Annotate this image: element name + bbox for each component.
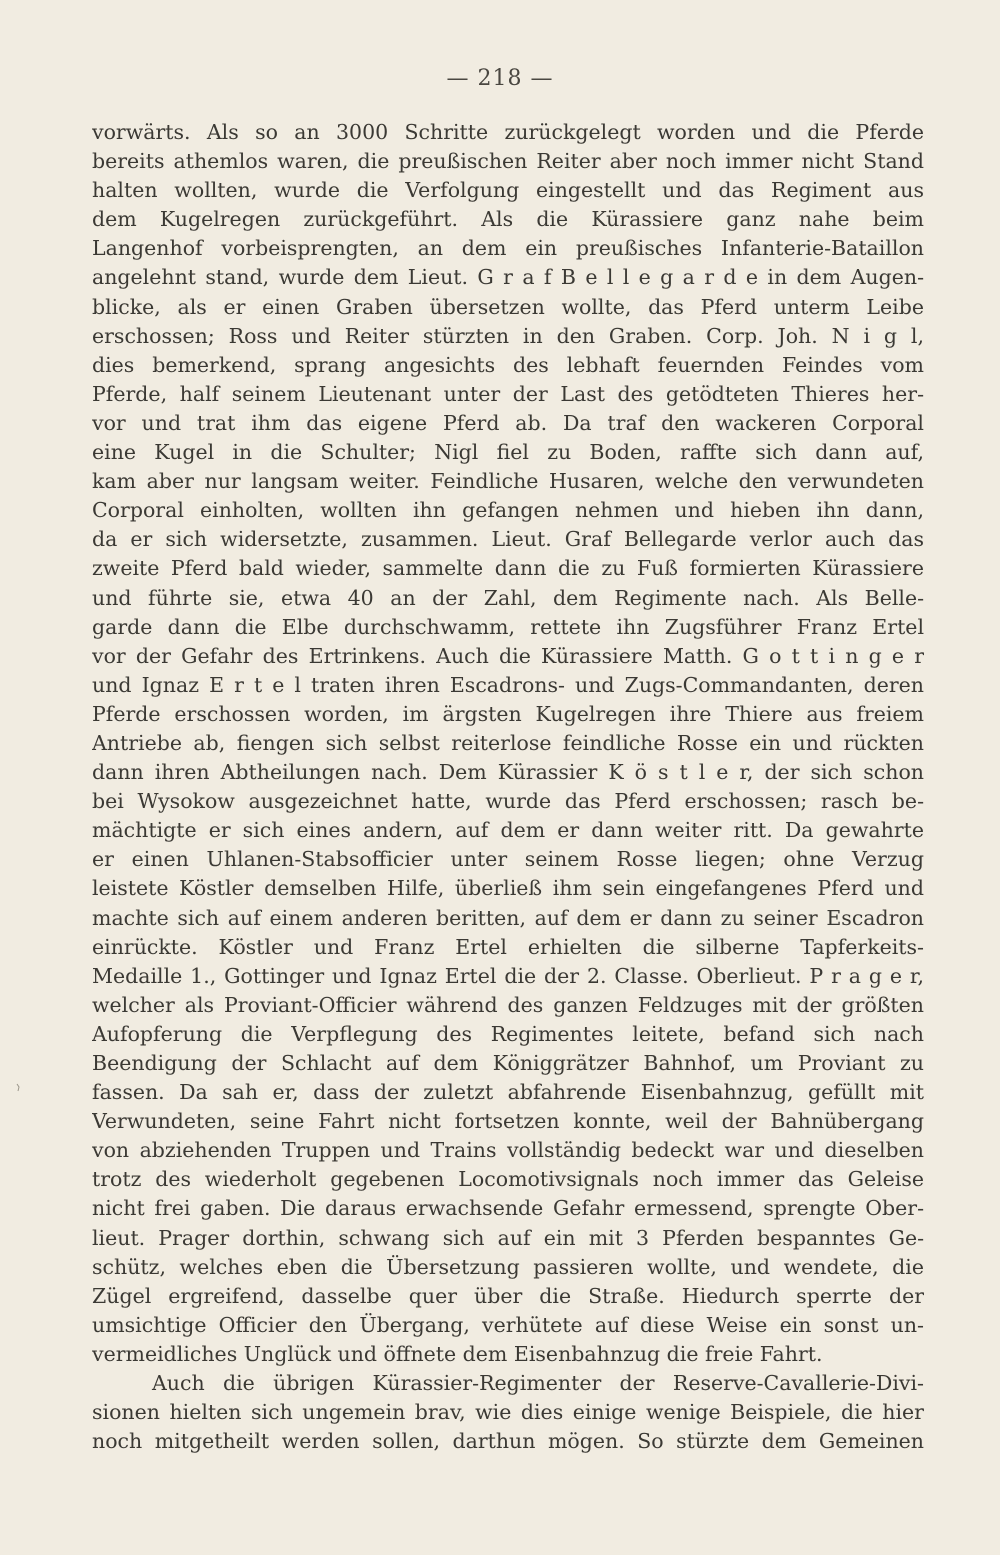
text-line: halten wollten, wurde die Verfolgung eingestellt und das Regiment aus [92,178,924,203]
text-line: vor und trat ihm das eigene Pferd ab. Da traf den wackeren Corporal [92,410,924,435]
text-line: vor der Gefahr des Ertrinkens. Auch die Kürassiere Matth. G o t t i n g e r [92,643,924,668]
text-line: und Ignaz E r t e l traten ihren Escadrons- und Zugs-Commandanten, deren [92,672,924,697]
text-line: Pferde, half seinem Lieutenant unter der Last des getödteten Thieres her- [92,381,924,406]
text-line: kam aber nur langsam weiter. Feindliche Husaren, welche den verwundeten [92,469,924,494]
text-line: Verwundeten, seine Fahrt nicht fortsetzen konnte, weil der Bahnübergang [92,1109,924,1134]
text-line: machte sich auf einem anderen beritten, auf dem er dann zu seiner Escadron [92,905,924,930]
text-line: angelehnt stand, wurde dem Lieut. G r a f B e l l e g a r d e in dem Augen- [92,265,924,290]
text-line: welcher als Proviant-Officier während des ganzen Feldzuges mit der größten [92,992,924,1017]
text-line: einrückte. Köstler und Franz Ertel erhielten die silberne Tapferkeits- [92,934,924,959]
body-text [92,118,924,1456]
text-line: von abziehenden Truppen und Trains vollständig bedeckt war und dieselben [92,1138,924,1163]
text-line: vorwärts. Als so an 3000 Schritte zurückgelegt worden und die Pferde [92,120,924,144]
text-line: und führte sie, etwa 40 an der Zahl, dem Regimente nach. Als Belle- [92,585,924,610]
text-line: Corporal einholten, wollten ihn gefangen nehmen und hieben ihn dann, [92,498,924,523]
scan-speck-icon [16,1083,22,1092]
text-line: dem Kugelregen zurückgeführt. Als die Kürassiere ganz nahe beim [92,207,924,232]
text-line: Beendigung der Schlacht auf dem Königgrätzer Bahnhof, um Proviant zu [92,1051,924,1075]
text-line: da er sich widersetzte, zusammen. Lieut. Graf Bellegarde verlor auch das [92,527,924,552]
text-line: zweite Pferd bald wieder, sammelte dann die zu Fuß formierten Kürassiere [92,556,924,581]
text-line: umsichtige Officier den Übergang, verhütete auf diese Weise ein sonst un- [92,1312,924,1337]
text-line: Antriebe ab, fiengen sich selbst reiterlose feindliche Rosse ein und rückten [92,730,924,755]
page-number: — 218 — [446,66,554,91]
text-line: Aufopferung die Verpflegung des Regimentes leitete, befand sich nach [92,1021,924,1046]
text-line: bereits athemlos waren, die preußischen Reiter aber noch immer nicht Stand [92,149,924,174]
text-line: dies bemerkend, sprang angesichts des lebhaft feuernden Feindes vom [92,352,924,377]
text-line: lieut. Prager dorthin, schwang sich auf ein mit 3 Pferden bespanntes Ge- [92,1225,924,1250]
text-line: nicht frei gaben. Die daraus erwachsende Gefahr ermessend, sprengte Ober- [92,1196,924,1221]
text-line: mächtigte er sich eines andern, auf dem er dann weiter ritt. Da gewahrte [92,818,924,843]
text-line: leistete Köstler demselben Hilfe, überließ ihm sein eingefangenes Pferd und [92,876,924,901]
text-line: bei Wysokow ausgezeichnet hatte, wurde das Pferd erschossen; rasch be- [92,789,924,814]
text-line: garde dann die Elbe durchschwamm, rettete ihn Zugsführer Franz Ertel [92,614,924,639]
text-line: Medaille 1., Gottinger und Ignaz Ertel die der 2. Classe. Oberlieut. P r a g e r, [92,963,924,988]
text-line: vermeidliches Unglück und öffnete dem Eisenbahnzug die freie Fahrt. [92,1341,823,1366]
text-line: schütz, welches eben die Übersetzung passieren wollte, und wendete, die [92,1254,924,1279]
text-line: noch mitgetheilt werden sollen, darthun mögen. So stürzte dem Gemeinen [92,1429,924,1454]
text-line: sionen hielten sich ungemein brav, wie dies einige wenige Beispiele, die hier [92,1400,924,1425]
paragraph-2 [92,1369,924,1456]
text-line: Langenhof vorbeisprengten, an dem ein preußisches Infanterie-Bataillon [92,236,924,261]
paragraph-1 [92,118,924,1369]
text-line: trotz des wiederholt gegebenen Locomotivsignals noch immer das Geleise [92,1167,924,1192]
text-line: Zügel ergreifend, dasselbe quer über die Straße. Hiedurch sperrte der [92,1283,924,1308]
text-line: eine Kugel in die Schulter; Nigl fiel zu Boden, raffte sich dann auf, [92,440,924,465]
text-line: er einen Uhlanen-Stabsofficier unter seinem Rosse liegen; ohne Verzug [92,847,924,872]
text-line: blicke, als er einen Graben übersetzen wollte, das Pferd unterm Leibe [92,294,924,319]
text-line: fassen. Da sah er, dass der zuletzt abfahrende Eisenbahnzug, gefüllt mit [92,1080,924,1105]
text-line: Auch die übrigen Kürassier-Regimenter der Reserve-Cavallerie-Divi- [152,1371,924,1396]
text-line: erschossen; Ross und Reiter stürzten in den Graben. Corp. Joh. N i g l, [92,323,924,348]
text-line: dann ihren Abtheilungen nach. Dem Kürassier K ö s t l e r, der sich schon [92,760,924,785]
text-line: Pferde erschossen worden, im ärgsten Kugelregen ihre Thiere aus freiem [92,701,924,726]
